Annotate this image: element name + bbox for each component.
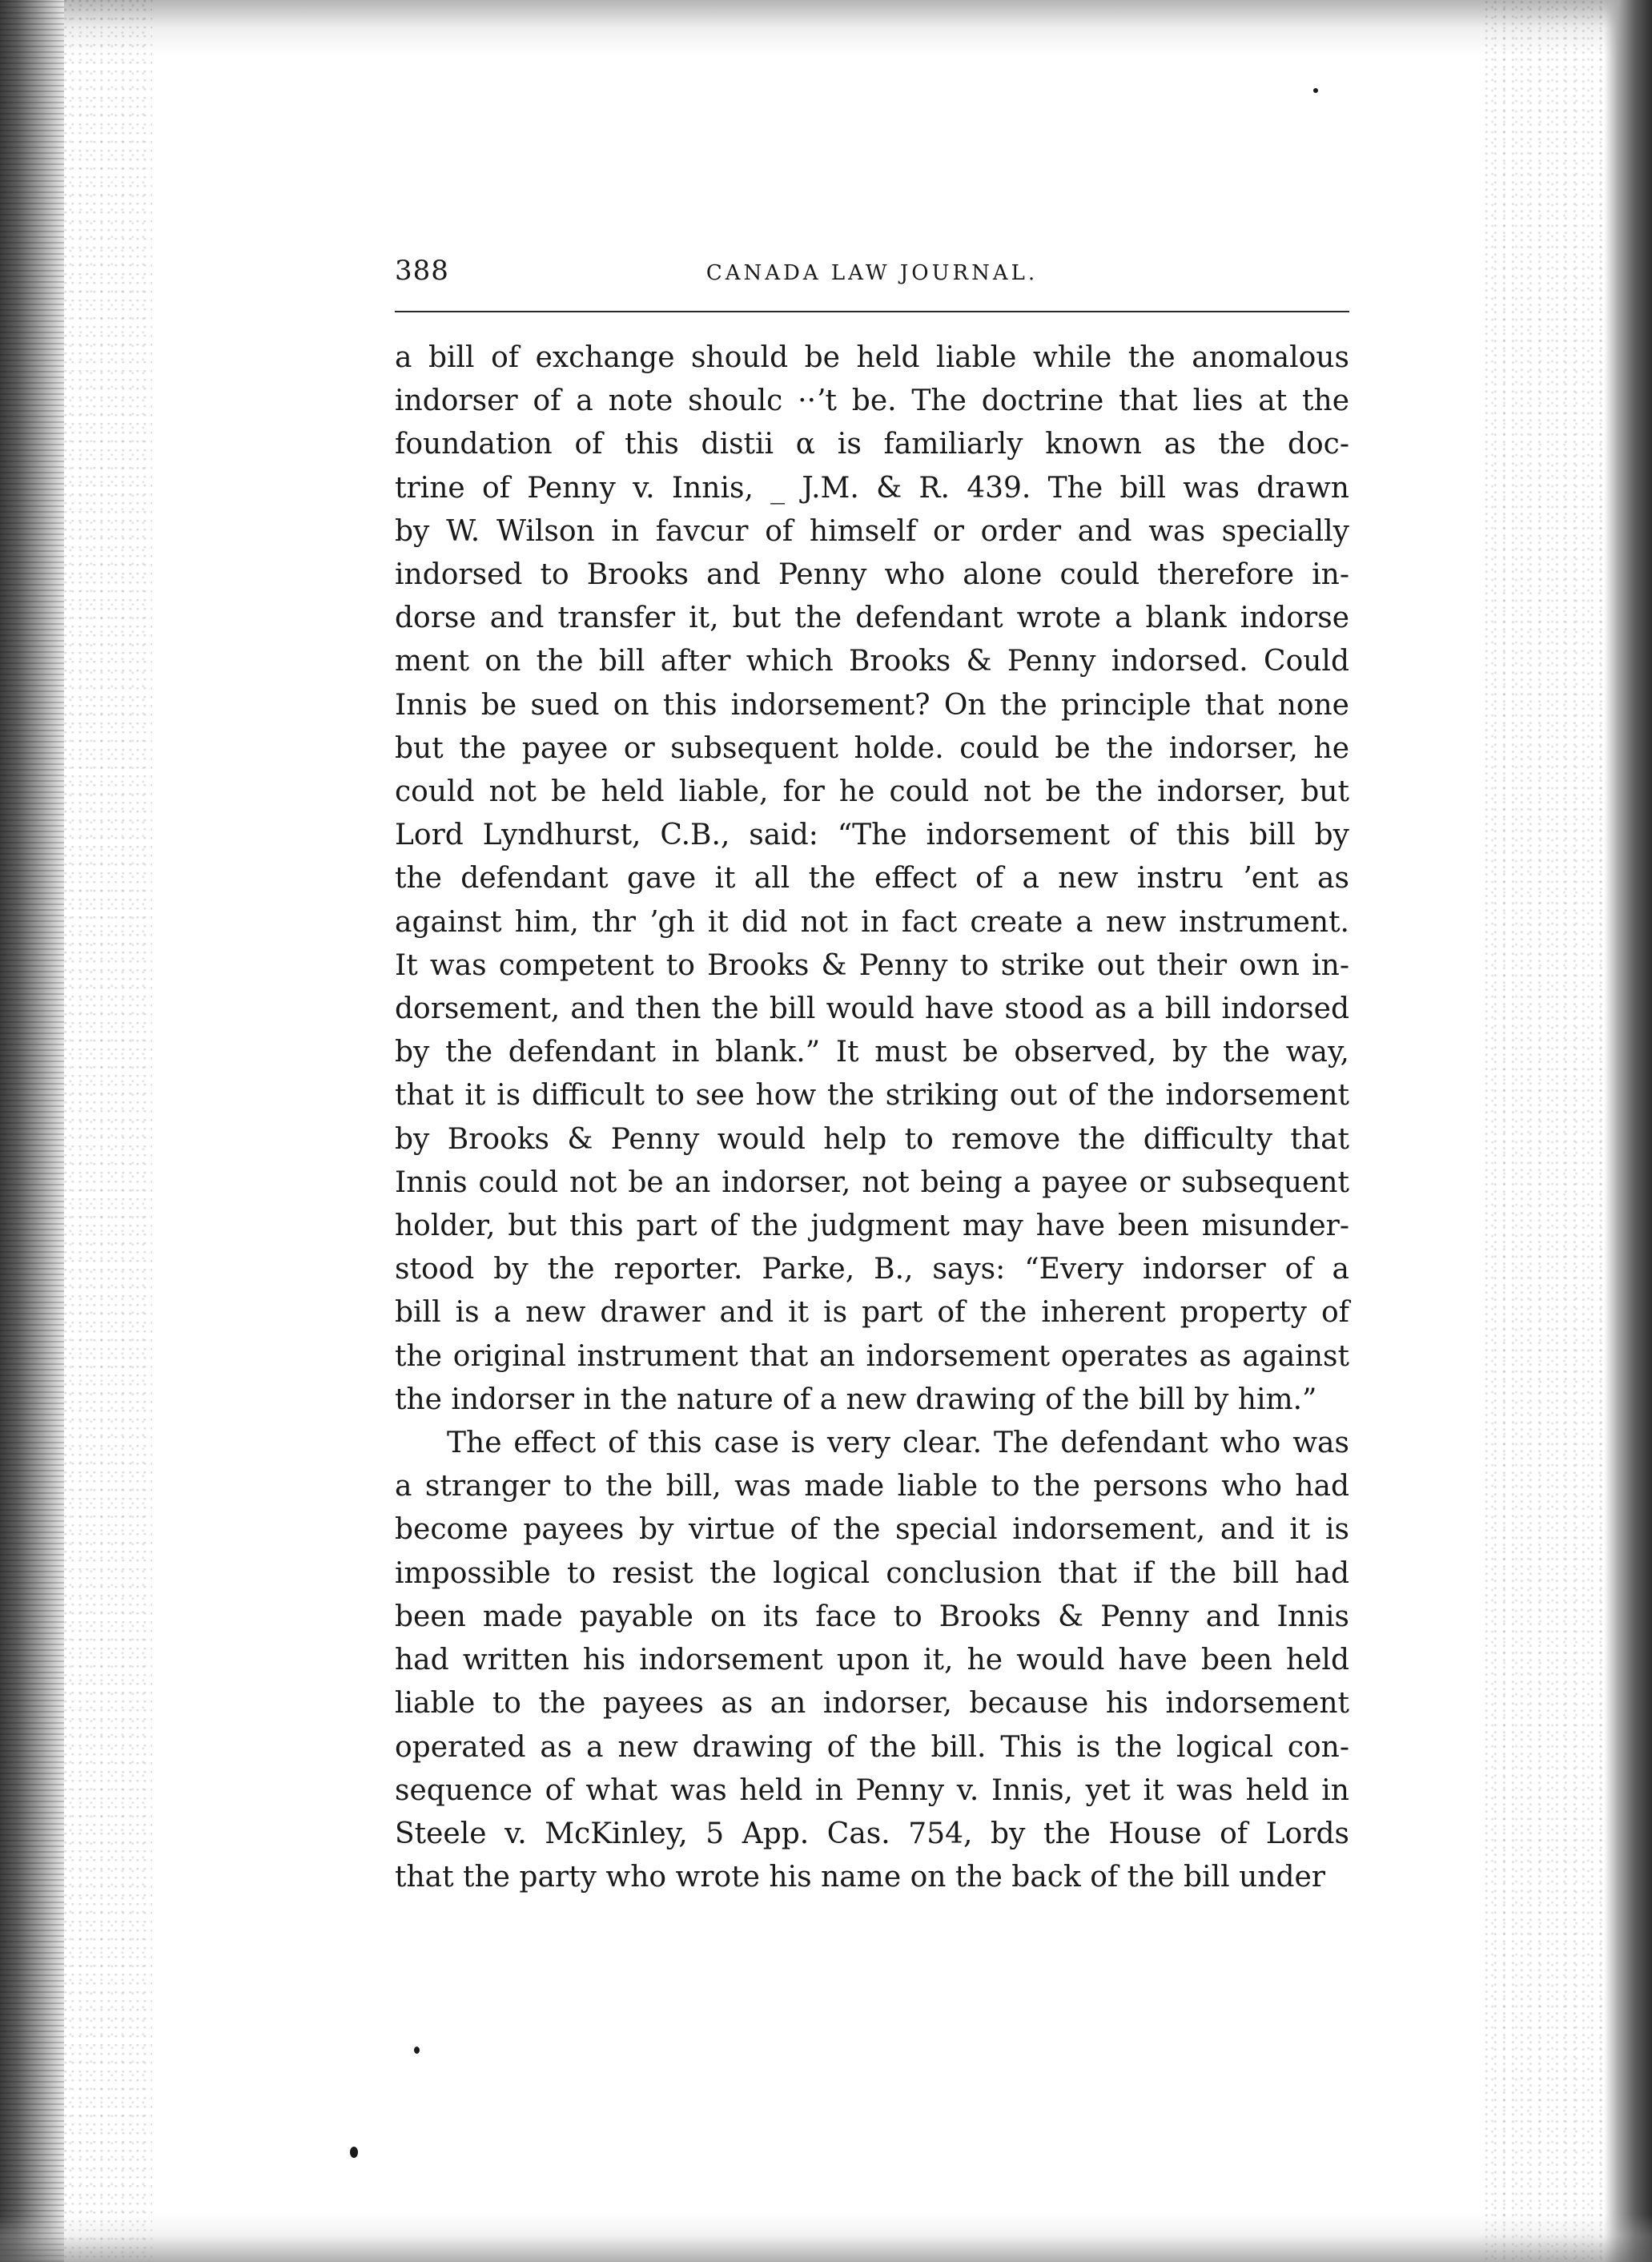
text-line: foundation of this distii α is familiarly known as the doc- — [395, 428, 1349, 461]
text-line: stood by the reporter. Parke, B., says: “Every indorser of a — [395, 1253, 1349, 1286]
text-line: The effect of this case is very clear. The defendant who was — [447, 1427, 1349, 1460]
text-line: against him, thr ʼgh it did not in fact create a new instrument. — [395, 905, 1349, 939]
text-line: by W. Wilson in favcur of himself or order and was specially — [395, 514, 1349, 548]
text-line: liable to the payees as an indorser, because his indorsement — [395, 1687, 1349, 1721]
ink-speck — [350, 2147, 358, 2158]
text-line: by Brooks & Penny would help to remove the difficulty that — [395, 1122, 1349, 1156]
text-line: the defendant gave it all the effect of a new instru ʼent as — [395, 862, 1349, 896]
text-line: Steele v. McKinley, 5 App. Cas. 754, by the House of Lords — [395, 1817, 1349, 1850]
text-line: could not be held liable, for he could not be the indorser, but — [395, 775, 1349, 809]
scan-edge-left — [0, 0, 64, 2262]
text-line: impossible to resist the logical conclusion that if the bill had — [395, 1556, 1349, 1590]
text-line: holder, but this part of the judgment may have been misunder- — [395, 1209, 1349, 1243]
text-line: bill is a new drawer and it is part of the inherent property of — [395, 1296, 1349, 1330]
page-header — [395, 255, 1349, 303]
text-line: had written his indorsement upon it, he would have been held — [395, 1644, 1349, 1677]
scan-edge-top — [0, 0, 1652, 56]
paragraph — [395, 336, 1349, 1422]
text-line: indorser of a note shoulc ··ʼt be. The doctrine that lies at the — [395, 384, 1349, 418]
text-line: Innis be sued on this indorsement? On the principle that none — [395, 688, 1349, 722]
scan-noise-right — [1484, 0, 1604, 2262]
header-rule — [395, 311, 1349, 312]
text-line: sequence of what was held in Penny v. Innis, yet it was held in — [395, 1773, 1349, 1807]
paragraph — [395, 1422, 1349, 1899]
text-line: the indorser in the nature of a new drawing of the bill by him.” — [395, 1383, 1317, 1416]
running-title: CANADA LAW JOURNAL. — [705, 261, 1039, 285]
ink-speck — [414, 2047, 420, 2054]
text-line: that it is difficult to see how the striking out of the indorsement — [395, 1079, 1349, 1113]
text-line: ment on the bill after which Brooks & Penny indorsed. Could — [395, 645, 1349, 678]
text-line: a stranger to the bill, was made liable to the persons who had — [395, 1470, 1349, 1503]
text-line: that the party who wrote his name on the back of the bill under — [395, 1861, 1326, 1894]
text-line: a bill of exchange should be held liable while the anomalous — [395, 341, 1349, 374]
text-line: It was competent to Brooks & Penny to strike out their own in- — [395, 948, 1349, 982]
text-line: trine of Penny v. Innis, _ J.M. & R. 439. The bill was drawn — [395, 471, 1349, 505]
text-line: dorse and transfer it, but the defendant wrote a blank indorse — [395, 602, 1349, 635]
scan-edge-right — [1604, 0, 1652, 2262]
text-line: Innis could not be an indorser, not being a payee or subsequent — [395, 1165, 1349, 1199]
body-text — [395, 336, 1349, 1899]
scan-noise-left — [64, 0, 152, 2262]
text-line: been made payable on its face to Brooks & Penny and Innis — [395, 1600, 1349, 1633]
text-line: become payees by virtue of the special indorsement, and it is — [395, 1513, 1349, 1547]
text-line: by the defendant in blank.” It must be observed, by the way, — [395, 1036, 1349, 1069]
text-line: but the payee or subsequent holde. could be the indorser, he — [395, 731, 1349, 765]
text-line: indorsed to Brooks and Penny who alone could therefore in- — [395, 558, 1349, 592]
scan-edge-bottom — [0, 2214, 1652, 2262]
text-line: operated as a new drawing of the bill. This is the logical con- — [395, 1730, 1349, 1764]
page-number: 388 — [395, 255, 449, 287]
text-line: dorsement, and then the bill would have stood as a bill indorsed — [395, 992, 1349, 1026]
text-line: Lord Lyndhurst, C.B., said: “The indorsement of this bill by — [395, 819, 1349, 852]
text-line: the original instrument that an indorsement operates as against — [395, 1339, 1349, 1373]
ink-speck — [1313, 88, 1318, 93]
